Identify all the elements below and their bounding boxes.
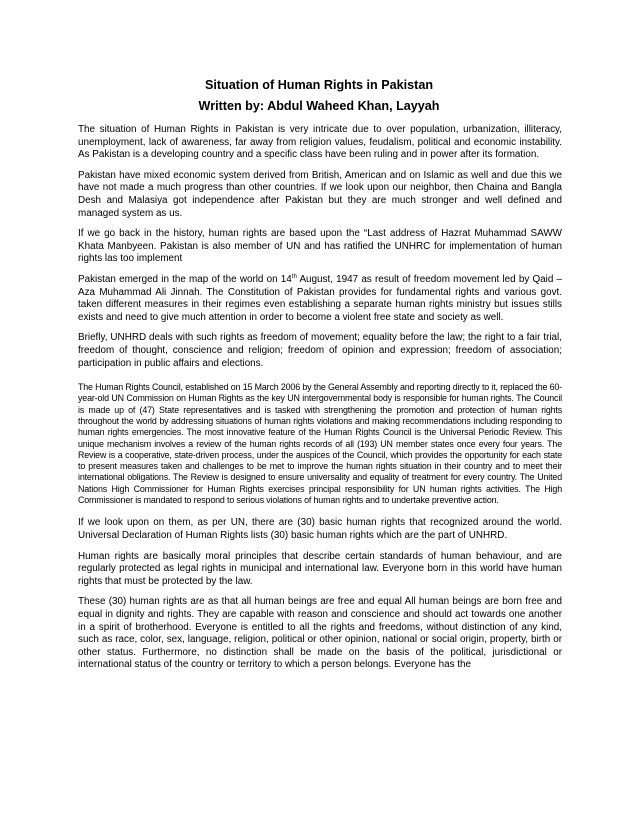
document-body bbox=[78, 124, 562, 672]
document-byline: Written by: Abdul Waheed Khan, Layyah bbox=[198, 99, 440, 113]
paragraph-independence-text-b: August, 1947 as result of freedom movement led by Qaid – Aza Muhammad Ali Jinnah. The Constitution of Pakistan provides for fundamental rights and various govt. taken different measures in their regimes even establishing a separate human rights ministry but issues stills exists and need to give much attention in order to become a violent free state and society as well. bbox=[78, 273, 563, 323]
paragraph-human-rights-council: The Human Rights Council, established on 15 March 2006 by the General Assembly and reporting directly to it, replaced the 60-year-old UN Commission on Human Rights as the key UN intergovernmental body is responsible for human rights. The Council is made up of (47) State representatives and is tasked with strengthening the promotion and protection of human rights throughout the world by addressing situations of human rights violations and making recommendations including responding to human rights emergencies. The most innovative feature of the Human Rights Council is the Universal Periodic Review. This unique mechanism involves a review of the human rights records of all (193) UN member states once every four years. The Review is a cooperative, state-driven process, under the auspices of the Council, which provides the opportunity for each state to present measures taken and challenges to be met to improve the human rights situation in their country and to meet their international obligations. The Review is designed to ensure universality and equality of treatment for every country. The United Nations High Commissioner for Human Rights exercises principal responsibility for UN human rights activities. The High Commissioner is mandated to respond to serious violations of human rights and to undertake preventive action. bbox=[78, 382, 562, 506]
paragraph-history: If we go back in the history, human rights are based upon the “Last address of Hazrat Muhammad SAWW Khata Manbyeen. Pakistan is also member of UN and has ratified the UNHRC for implementation of human rights las too implement bbox=[78, 228, 562, 265]
paragraph-independence bbox=[78, 274, 562, 324]
ordinal-suffix: th bbox=[291, 273, 297, 280]
paragraph-unhrd: Briefly, UNHRD deals with such rights as freedom of movement; equality before the law; the right to a fair trial, freedom of thought, conscience and religion; freedom of opinion and expression; freedom of association; participation in public affairs and elections. bbox=[78, 332, 562, 369]
paragraph-moral-principles: Human rights are basically moral principles that describe certain standards of human behaviour, and are regularly protected as legal rights in municipal and international law. Everyone born in this world have human rights that must be protected by the law. bbox=[78, 550, 562, 587]
paragraph-free-and-equal: These (30) human rights are as that all human beings are free and equal All human beings are born free and equal in dignity and rights. They are capable with reason and conscience and should act towards one another in a spirit of brotherhood. Everyone is entitled to all the rights and freedoms, without distinction of any kind, such as race, color, sex, language, religion, political or other opinion, national or social origin, property, birth or other status. Furthermore, no distinction shall be made on the basis of the political, jurisdictional or international status of the country or territory to which a person belongs. Everyone has the bbox=[78, 596, 562, 671]
paragraph-independence-text-a: Pakistan emerged in the map of the world on 14 bbox=[78, 273, 292, 285]
paragraph-economy: Pakistan have mixed economic system derived from British, American and on Islamic as well and due this we have not made a much progress than other countries. If we look upon our neighbor, then Chaina and Bangla Desh and Malasiya got independence after Pakistan but they are much stronger and well defined and managed system as us. bbox=[78, 169, 562, 219]
paragraph-thirty-rights: If we look upon on them, as per UN, there are (30) basic human rights that recognized around the world. Universal Declaration of Human Rights lists (30) basic human rights which are the part of UNHRD. bbox=[78, 517, 562, 541]
paragraph-intro: The situation of Human Rights in Pakistan is very intricate due to over population, urbanization, illiteracy, unemployment, lack of awareness, far away from religion values, feudalism, political and economic instability. As Pakistan is a developing country and a specific class have been ruling and in power after its formation. bbox=[78, 124, 562, 161]
document-title: Situation of Human Rights in Pakistan bbox=[204, 78, 434, 92]
